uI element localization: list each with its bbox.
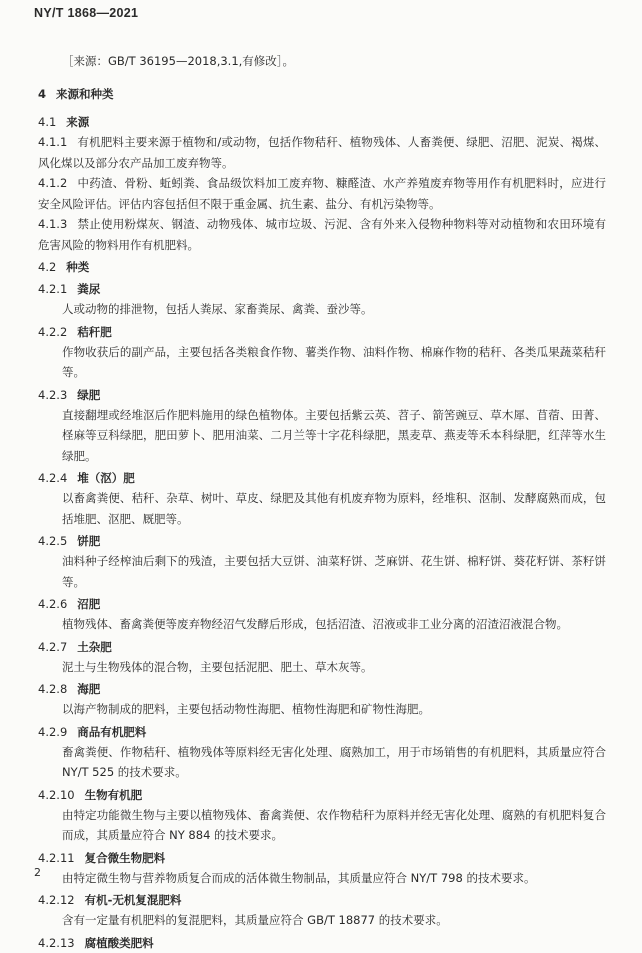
section-heading bbox=[38, 84, 606, 104]
clause-heading-4-2-3: 4.2.3 绿肥 bbox=[38, 387, 101, 402]
clause-text-4-2-9: 畜禽粪便、作物秸秆、植物残体等原料经无害化处理、腐熟加工，用于市场销售的有机肥料，其质量应符合 NY/T 525 的技术要求。 bbox=[62, 744, 606, 779]
clause-heading-4-2-11: 4.2.11 复合微生物肥料 bbox=[38, 850, 166, 865]
clause-text: 有机肥料主要来源于植物和/或动物，包括作物秸秆、植物残体、人畜粪便、绿肥、沼肥、泥炭、褐煤、风化煤以及部分农产品加工废弃物等。 bbox=[38, 135, 606, 170]
clause-heading-4-2-5: 4.2.5 饼肥 bbox=[38, 534, 101, 548]
subsection-heading bbox=[38, 257, 606, 277]
clause-text-4-2-7: 泥土与生物残体的混合物，主要包括泥肥、肥土、草木灰等。 bbox=[62, 659, 373, 674]
section-number: 4 bbox=[38, 87, 47, 101]
subsection-heading bbox=[38, 112, 606, 132]
clause-text-4-2-3: 直接翻埋或经堆沤后作肥料施用的绿色植物体。主要包括紫云英、苕子、箭筈豌豆、草木犀、苜蓿、田菁、柽麻等豆科绿肥，肥田萝卜、肥用油菜、二月兰等十字花科绿肥，黑麦草、燕麦等禾本科绿肥，红萍等水生绿肥。 bbox=[62, 407, 606, 463]
subsection-number: 4.1 bbox=[38, 115, 57, 129]
clause-heading-4-2-13: 4.2.13 腐植酸类肥料 bbox=[38, 935, 154, 950]
clause-text-4-2-12: 含有一定量有机肥料的复混肥料，其质量应符合 GB/T 18877 的技术要求。 bbox=[62, 913, 448, 927]
clause-4-1-2 bbox=[38, 173, 606, 214]
clause-heading-4-2-6: 4.2.6 沼肥 bbox=[38, 597, 101, 611]
clause-text-4-2-8: 以海产物制成的肥料，主要包括动物性海肥、植物性海肥和矿物性海肥。 bbox=[62, 702, 430, 716]
subsection-number: 4.2 bbox=[38, 260, 57, 274]
clause-heading-4-2-7: 4.2.7 土杂肥 bbox=[38, 639, 112, 654]
clause-heading-4-2-9: 4.2.9 商品有机肥料 bbox=[38, 724, 147, 739]
clause-number: 4.1.3 bbox=[38, 217, 68, 231]
document-code-header: NY/T 1868—2021 bbox=[34, 6, 139, 20]
clause-4-1-3 bbox=[38, 214, 606, 255]
clause-4-1-1 bbox=[38, 132, 606, 173]
clause-text-4-2-1: 人或动物的排泄物，包括人粪尿、家畜粪尿、禽粪、蚕沙等。 bbox=[62, 302, 373, 316]
source-note: ［来源：GB/T 36195—2018,3.1,有修改］。 bbox=[62, 54, 295, 68]
clause-text-4-2-4: 以畜禽粪便、秸秆、杂草、树叶、草皮、绿肥及其他有机废弃物为原料，经堆积、沤制、发酵腐熟而成，包括堆肥、沤肥、厩肥等。 bbox=[62, 491, 606, 526]
clause-heading-4-2-1: 4.2.1 粪尿 bbox=[38, 282, 101, 296]
clause-text: 中药渣、骨粉、蚯蚓粪、食品级饮料加工废弃物、糠醛渣、水产养殖废弃物等用作有机肥料时，应进行安全风险评估。评估内容包括但不限于重金属、抗生素、盐分、有机污染物等。 bbox=[38, 176, 606, 211]
page-number: 2 bbox=[34, 866, 41, 879]
clause-text-4-2-5: 油料种子经榨油后剩下的残渣，主要包括大豆饼、油菜籽饼、芝麻饼、花生饼、棉籽饼、葵花籽饼、茶籽饼等。 bbox=[62, 554, 606, 589]
clause-text: 禁止使用粉煤灰、钢渣、动物残体、城市垃圾、污泥、含有外来入侵物种物料等对动植物和农田环境有危害风险的物料用作有机肥料。 bbox=[38, 217, 606, 252]
clause-heading-4-2-10: 4.2.10 生物有机肥 bbox=[38, 787, 143, 802]
clause-heading-4-2-12: 4.2.12 有机-无机复混肥料 bbox=[38, 893, 182, 907]
subsection-title: 来源 bbox=[66, 115, 90, 129]
clause-text-4-2-11: 由特定微生物与营养物质复合而成的活体微生物制品，其质量应符合 NY/T 798 的技术要求。 bbox=[62, 870, 536, 885]
clause-number: 4.1.1 bbox=[38, 135, 68, 149]
clause-number: 4.1.2 bbox=[38, 176, 68, 190]
clause-text-4-2-6: 植物残体、畜禽粪便等废弃物经沼气发酵后形成，包括沼渣、沼液或非工业分离的沼渣沼液混合物。 bbox=[62, 617, 568, 631]
clause-heading-4-2-4: 4.2.4 堆（沤）肥 bbox=[38, 471, 135, 485]
clause-text-4-2-2: 作物收获后的副产品，主要包括各类粮食作物、薯类作物、油料作物、棉麻作物的秸秆、各类瓜果蔬菜秸秆等。 bbox=[62, 344, 606, 379]
document-body bbox=[38, 72, 606, 953]
clause-heading-4-2-2: 4.2.2 秸秆肥 bbox=[38, 324, 112, 339]
clause-heading-4-2-8: 4.2.8 海肥 bbox=[38, 682, 101, 696]
section-title: 来源和种类 bbox=[56, 87, 114, 101]
subsection-title: 种类 bbox=[66, 260, 90, 274]
clause-text-4-2-10: 由特定功能微生物与主要以植物残体、畜禽粪便、农作物秸秆为原料并经无害化处理、腐熟的有机肥料复合而成，其质量应符合 NY 884 的技术要求。 bbox=[62, 807, 606, 842]
